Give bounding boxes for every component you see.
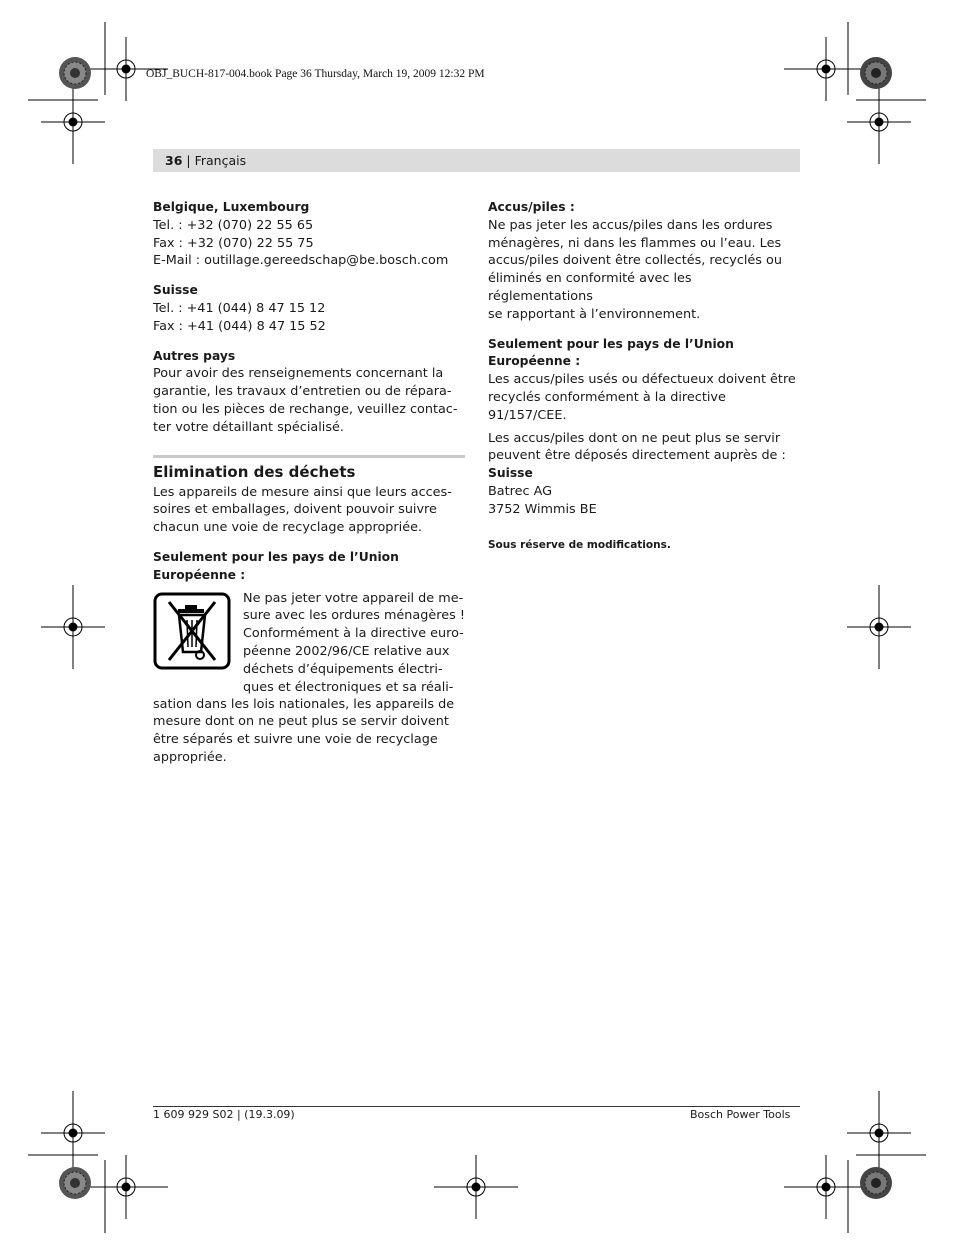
header-separator: |: [182, 153, 195, 168]
belgium-email: E-Mail : outillage.gereedschap@be.bosch.com: [153, 253, 449, 269]
eu-line: mesure dont on ne peut plus se servir doivent: [153, 714, 449, 730]
header-language: Français: [194, 153, 247, 168]
other-countries-heading: Autres pays: [153, 348, 236, 363]
eu-line: sation dans les lois nationales, les appareils de: [153, 696, 455, 712]
page-header: [153, 149, 800, 172]
disposal-line: Les appareils de mesure ainsi que leurs acces-: [153, 484, 452, 500]
recycler-country: Suisse: [488, 466, 533, 481]
disposal-heading: Elimination des déchets: [153, 455, 465, 482]
eu-batteries-heading-line2: Européenne :: [488, 354, 581, 369]
eu-line: déchets d’équipements électri-: [243, 661, 443, 677]
eu-batteries-line: 91/157/CEE.: [488, 407, 567, 423]
batteries-line: éliminés en conformité avec les réglementations: [488, 271, 692, 304]
footer-brand: Bosch Power Tools: [690, 1108, 791, 1121]
disposal-line: soires et emballages, doivent pouvoir suivre: [153, 502, 437, 518]
eu-line: sure avec les ordures ménagères !: [243, 608, 465, 624]
eu-line: Conformément à la directive euro-: [243, 626, 464, 642]
eu-batteries-line: recyclés conformément à la directive: [488, 389, 726, 405]
eu-line: ques et électroniques et sa réali-: [243, 679, 454, 695]
eu-batteries-line: Les accus/piles usés ou défectueux doivent être: [488, 372, 796, 388]
belgium-heading: Belgique, Luxembourg: [153, 200, 310, 214]
belgium-tel: Tel. : +32 (070) 22 55 65: [153, 217, 314, 233]
eu-heading-line2: Européenne :: [153, 567, 246, 582]
eu-batteries-line: Les accus/piles dont on ne peut plus se servir: [488, 430, 781, 446]
batteries-line: se rapportant à l’environnement.: [488, 306, 701, 322]
footer-doc-number: 1 609 929 S02 | (19.3.09): [153, 1108, 295, 1121]
eu-line: appropriée.: [153, 749, 227, 765]
eu-heading-line1: Seulement pour les pays de l’Union: [153, 549, 399, 564]
other-line: garantie, les travaux d’entretien ou de répara-: [153, 384, 452, 400]
print-info: OBJ_BUCH-817-004.book Page 36 Thursday, March 19, 2009 12:32 PM: [146, 68, 485, 80]
switzerland-heading: Suisse: [153, 283, 198, 298]
batteries-line: ménagères, ni dans les flammes ou l’eau. Les: [488, 235, 782, 251]
recycler-address: 3752 Wimmis BE: [488, 501, 597, 517]
right-column: [488, 199, 800, 554]
other-line: ter votre détaillant spécialisé.: [153, 419, 344, 435]
switzerland-fax: Fax : +41 (044) 8 47 15 52: [153, 318, 326, 334]
eu-line: Ne pas jeter votre appareil de me-: [243, 590, 464, 606]
crossed-out-wheelie-bin-icon: [153, 592, 231, 670]
recycler-company: Batrec AG: [488, 483, 553, 499]
modification-notice: Sous réserve de modifications.: [488, 538, 671, 551]
page-number: 36: [165, 153, 183, 168]
eu-batteries-heading-line1: Seulement pour les pays de l’Union: [488, 336, 734, 351]
header-text: [165, 153, 246, 168]
left-column: [153, 199, 465, 767]
eu-line: péenne 2002/96/CE relative aux: [243, 643, 450, 659]
eu-batteries-line: peuvent être déposés directement auprès de :: [488, 448, 786, 464]
batteries-heading: Accus/piles :: [488, 200, 575, 214]
weee-text: [243, 590, 465, 697]
weee-block: [153, 590, 465, 696]
switzerland-tel: Tel. : +41 (044) 8 47 15 12: [153, 300, 326, 316]
footer-rule: [153, 1106, 800, 1107]
batteries-line: accus/piles doivent être collectés, recyclés ou: [488, 253, 782, 269]
other-line: tion ou les pièces de rechange, veuillez contac-: [153, 401, 458, 417]
disposal-line: chacun une voie de recyclage appropriée.: [153, 520, 423, 536]
belgium-fax: Fax : +32 (070) 22 55 75: [153, 235, 314, 251]
eu-line: être séparés et suivre une voie de recyclage: [153, 732, 438, 748]
other-line: Pour avoir des renseignements concernant la: [153, 366, 444, 382]
batteries-line: Ne pas jeter les accus/piles dans les ordures: [488, 217, 773, 233]
